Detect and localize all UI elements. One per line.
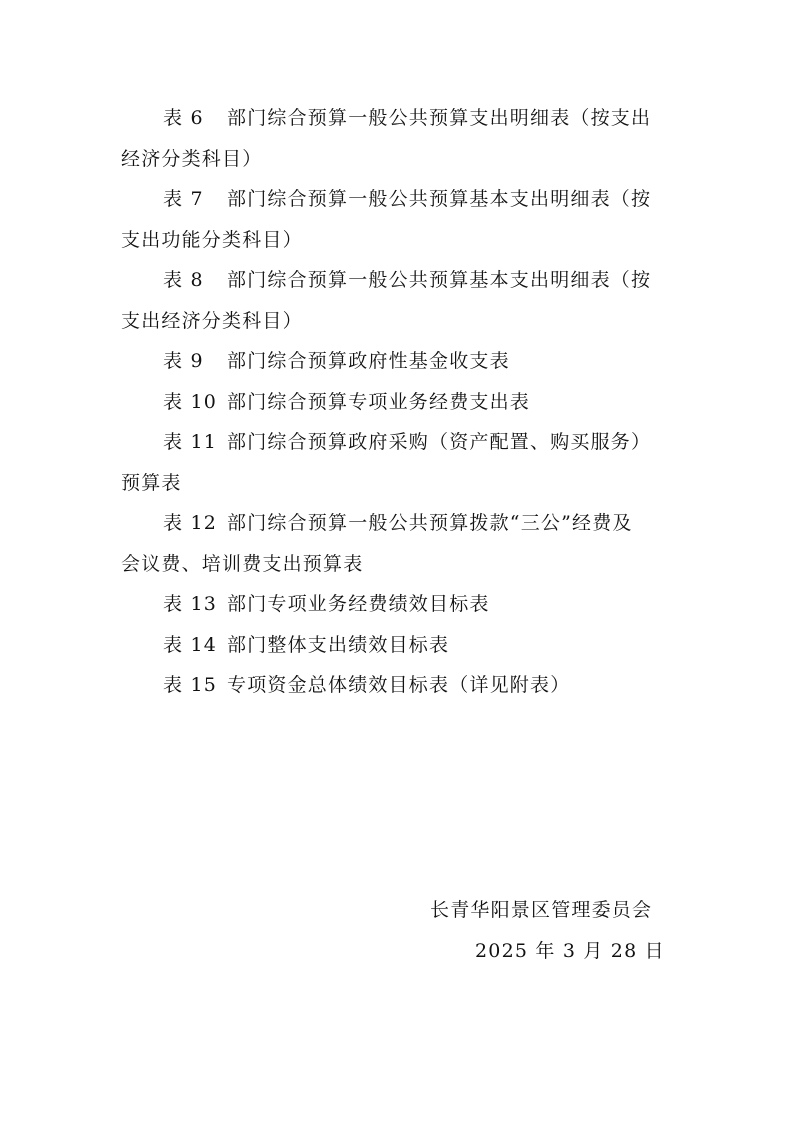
table-title: 部门综合预算一般公共预算支出明细表（按支出 bbox=[227, 107, 652, 129]
table-number: 表 10 bbox=[163, 390, 218, 413]
table-number: 表 6 bbox=[163, 107, 204, 129]
table-title-continued: 经济分类科目） bbox=[121, 147, 263, 170]
list-item-table-10 bbox=[121, 382, 681, 423]
signature-organization: 长青华阳景区管理委员会 bbox=[430, 899, 653, 921]
table-number: 表 9 bbox=[163, 350, 204, 372]
table-title-continued: 支出经济分类科目） bbox=[121, 309, 303, 332]
table-number: 表 12 bbox=[163, 512, 218, 534]
list-item-table-7 bbox=[121, 179, 681, 260]
table-title: 部门综合预算一般公共预算拨款“三公”经费及 bbox=[227, 512, 633, 534]
list-item-table-6 bbox=[121, 98, 681, 179]
table-title: 部门综合预算一般公共预算基本支出明细表（按 bbox=[227, 188, 652, 210]
table-title-continued: 会议费、培训费支出预算表 bbox=[121, 552, 364, 575]
list-item-table-11 bbox=[121, 422, 681, 503]
table-title-continued: 预算表 bbox=[121, 471, 182, 494]
table-number: 表 7 bbox=[163, 188, 204, 210]
table-number: 表 8 bbox=[163, 269, 204, 291]
table-title: 专项资金总体绩效目标表（详见附表） bbox=[227, 674, 571, 696]
table-title: 部门整体支出绩效目标表 bbox=[227, 633, 450, 656]
table-number: 表 11 bbox=[163, 431, 218, 453]
table-title: 部门综合预算政府性基金收支表 bbox=[227, 350, 510, 372]
table-list bbox=[121, 98, 681, 706]
table-title-continued: 支出功能分类科目） bbox=[121, 228, 303, 251]
list-item-table-12 bbox=[121, 503, 681, 584]
list-item-table-14 bbox=[121, 625, 681, 666]
list-item-table-15 bbox=[121, 665, 681, 706]
signature-date: 2025 年 3 月 28 日 bbox=[475, 940, 665, 962]
table-number: 表 13 bbox=[163, 593, 218, 615]
table-number: 表 15 bbox=[163, 674, 218, 696]
table-title: 部门综合预算一般公共预算基本支出明细表（按 bbox=[227, 269, 652, 291]
table-title: 部门综合预算政府采购（资产配置、购买服务） bbox=[227, 431, 652, 453]
table-title: 部门综合预算专项业务经费支出表 bbox=[227, 390, 531, 413]
list-item-table-9 bbox=[121, 341, 681, 382]
table-title: 部门专项业务经费绩效目标表 bbox=[227, 593, 490, 615]
list-item-table-13 bbox=[121, 584, 681, 625]
table-number: 表 14 bbox=[163, 633, 218, 656]
list-item-table-8 bbox=[121, 260, 681, 341]
